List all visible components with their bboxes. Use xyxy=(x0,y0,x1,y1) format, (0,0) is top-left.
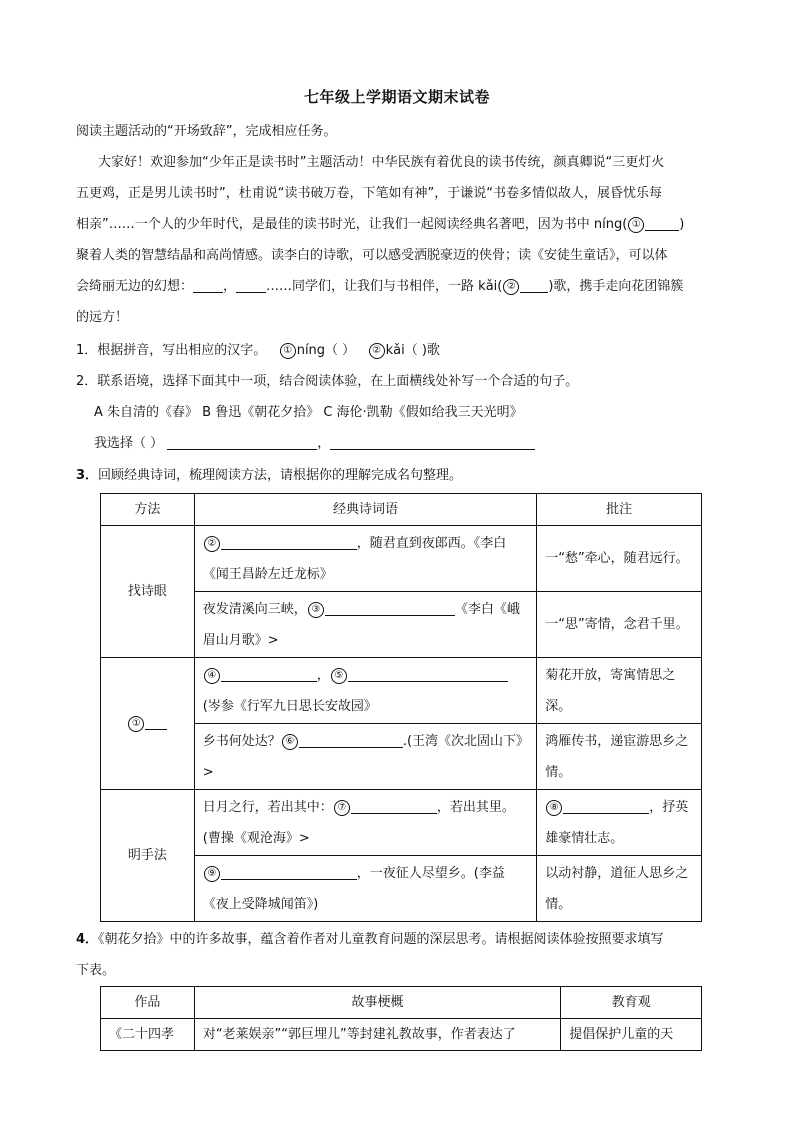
passage-line: 会绮丽无边的幻想： ， ……同学们，让我们与书相伴，一路 kǎi( ② )歌，携手走向花团锦簇 xyxy=(76,279,684,294)
story-table xyxy=(100,986,702,1051)
table-row xyxy=(101,658,702,724)
note-cell: 菊花开放，寄寓情思之深。 xyxy=(537,658,702,724)
poem-cell: ② ，随君直到夜郎西。《李白《闻王昌龄左迁龙标》 xyxy=(194,526,536,592)
intro-text: 阅读主题活动的“开场致辞”，完成相应任务。 xyxy=(76,124,337,139)
question-2-options: A 朱自清的《春》 B 鲁迅《朝花夕拾》 C 海伦·凯勒《假如给我三天光明》 xyxy=(94,405,523,420)
table-cell: 对“老莱娱亲”“郭巨埋儿”等封建礼教故事，作者表达了 xyxy=(194,1019,560,1051)
table-cell: 提倡保护儿童的天 xyxy=(561,1019,702,1051)
passage-line: 聚着人类的智慧结晶和高尚情感。读李白的诗歌，可以感受洒脱豪迈的侠骨；读《安徒生童话》，可以体 xyxy=(76,248,668,263)
answer-blank[interactable] xyxy=(351,798,437,814)
answer-blank[interactable] xyxy=(645,215,679,231)
answer-blank[interactable] xyxy=(236,277,266,293)
poem-cell: 日月之行，若出其中： ⑦ ，若出其里。(曹操《观沧海》> xyxy=(194,790,536,856)
answer-blank[interactable] xyxy=(221,534,357,550)
answer-blank[interactable] xyxy=(193,277,223,293)
note-cell: ⑧ ，抒英雄豪情壮志。 xyxy=(537,790,702,856)
table-header: 教育观 xyxy=(561,987,702,1019)
method-cell: ① xyxy=(101,658,195,790)
poem-cell: ⑨ ，一夜征人尽望乡。(李益《夜上受降城闻笛》) xyxy=(194,856,536,922)
question-4: 4．《朝花夕拾》中的许多故事，蕴含着作者对儿童教育问题的深层思考。请根据阅读体验按照要求填写 xyxy=(76,932,664,947)
table-header-row xyxy=(101,494,702,526)
poem-cell: 乡书何处达？ ⑥ .(王湾《次北固山下》> xyxy=(194,724,536,790)
note-cell: 鸿雁传书，递宦游思乡之情。 xyxy=(537,724,702,790)
poem-cell: ④ ， ⑤ (岑参《行军九日思长安故园》 xyxy=(194,658,536,724)
answer-blank[interactable] xyxy=(167,434,317,450)
table-header-row xyxy=(101,987,702,1019)
method-cell: 找诗眼 xyxy=(101,526,195,658)
answer-blank[interactable] xyxy=(221,666,317,682)
table-row xyxy=(101,1019,702,1051)
table-header: 作品 xyxy=(101,987,195,1019)
question-4-cont: 下表。 xyxy=(76,963,116,978)
question-2: 2．联系语境，选择下面其中一项，结合阅读体验，在上面横线处补写一个合适的句子。 xyxy=(76,374,579,389)
circled-number: ① xyxy=(628,217,644,233)
circled-number: ① xyxy=(280,343,296,359)
answer-blank[interactable] xyxy=(563,798,649,814)
poem-cell: 夜发清溪向三峡， ③ 《李白《峨眉山月歌》> xyxy=(194,592,536,658)
table-header: 故事梗概 xyxy=(194,987,560,1019)
answer-blank[interactable] xyxy=(325,600,455,616)
table-row xyxy=(101,526,702,592)
table-cell: 《二十四孝 xyxy=(101,1019,195,1051)
method-cell: 明手法 xyxy=(101,790,195,922)
circled-number: ② xyxy=(369,343,385,359)
note-cell: 一“思”寄情，念君千里。 xyxy=(537,592,702,658)
table-header: 方法 xyxy=(101,494,195,526)
table-header: 批注 xyxy=(537,494,702,526)
answer-blank[interactable] xyxy=(348,666,508,682)
question-2-answer: 我选择（ ） ， xyxy=(94,428,774,459)
answer-blank[interactable] xyxy=(299,732,403,748)
answer-blank[interactable] xyxy=(330,434,535,450)
note-cell: 一“愁”牵心，随君远行。 xyxy=(537,526,702,592)
answer-blank[interactable] xyxy=(221,864,357,880)
circled-number: ② xyxy=(503,279,519,295)
page-title: 七年级上学期语文期末试卷 xyxy=(303,88,490,106)
table-header: 经典诗词语 xyxy=(194,494,536,526)
question-3: 3．回顾经典诗词，梳理阅读方法，请根据你的理解完成名句整理。 xyxy=(76,468,463,483)
poetry-table xyxy=(100,493,702,922)
answer-blank[interactable] xyxy=(520,277,548,293)
note-cell: 以动衬静，道征人思乡之情。 xyxy=(537,856,702,922)
passage-line: 相亲”……一个人的少年时代，是最佳的读书时光，让我们一起阅读经典名著吧，因为书中 níng( ① ) xyxy=(76,217,685,232)
passage-line: 的远方！ xyxy=(76,310,129,325)
table-row xyxy=(101,790,702,856)
question-1: 1．根据拼音，写出相应的汉字。 ① níng（ ） ② kǎi（ )歌 xyxy=(76,343,440,358)
answer-blank[interactable] xyxy=(145,714,167,730)
passage-line: 大家好！欢迎参加“少年正是读书时”主题活动！中华民族有着优良的读书传统，颜真卿说“三更灯火 xyxy=(98,155,665,170)
passage-line: 五更鸡，正是男儿读书时”，杜甫说“读书破万卷，下笔如有神”，于谦说“书卷多情似故人，展昏忧乐每 xyxy=(76,186,662,201)
